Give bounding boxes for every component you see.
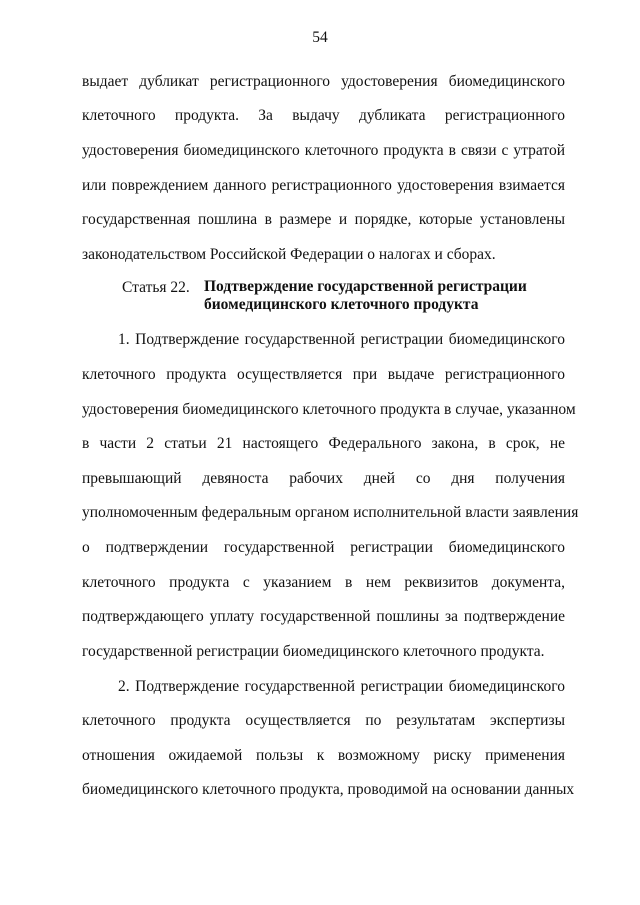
- text-line: удостоверения биомедицинского клеточного продукта в случае, указанном: [82, 401, 576, 418]
- text-line: в части 2 статьи 21 настоящего Федерального закона, в срок, не: [82, 435, 565, 452]
- text-line: превышающий девяноста рабочих дней со дня получения: [82, 470, 565, 487]
- text-line: законодательством Российской Федерации о налогах и сборах.: [82, 246, 496, 263]
- text-line: 2. Подтверждение государственной регистрации биомедицинского: [118, 678, 565, 695]
- text-line: клеточного продукта. За выдачу дубликата регистрационного: [82, 107, 565, 124]
- text-line: о подтверждении государственной регистрации биомедицинского: [82, 539, 565, 556]
- text-line: удостоверения биомедицинского клеточного продукта в связи с утратой: [82, 142, 565, 159]
- text-line: 1. Подтверждение государственной регистрации биомедицинского: [118, 331, 565, 348]
- text-line: биомедицинского клеточного продукта, проводимой на основании данных: [82, 781, 575, 798]
- text-line: государственная пошлина в размере и порядке, которые установлены: [82, 211, 565, 228]
- article-title-line: биомедицинского клеточного продукта: [204, 296, 479, 313]
- text-line: клеточного продукта осуществляется при выдаче регистрационного: [82, 366, 565, 383]
- text-line: уполномоченным федеральным органом исполнительной власти заявления: [82, 504, 579, 521]
- text-line: или повреждением данного регистрационного удостоверения взимается: [82, 177, 565, 194]
- text-line: выдает дубликат регистрационного удостоверения биомедицинского: [82, 73, 565, 90]
- text-line: государственной регистрации биомедицинского клеточного продукта.: [82, 643, 545, 660]
- page-number: 54: [312, 29, 328, 46]
- article-title-line: Подтверждение государственной регистрации: [204, 278, 527, 295]
- article-label: Статья 22.: [122, 279, 190, 296]
- text-line: клеточного продукта с указанием в нем реквизитов документа,: [82, 574, 565, 591]
- text-line: отношения ожидаемой пользы к возможному риску применения: [82, 747, 565, 764]
- text-line: клеточного продукта осуществляется по результатам экспертизы: [82, 712, 565, 729]
- article-title: [204, 278, 527, 314]
- text-line: подтверждающего уплату государственной пошлины за подтверждение: [82, 608, 565, 625]
